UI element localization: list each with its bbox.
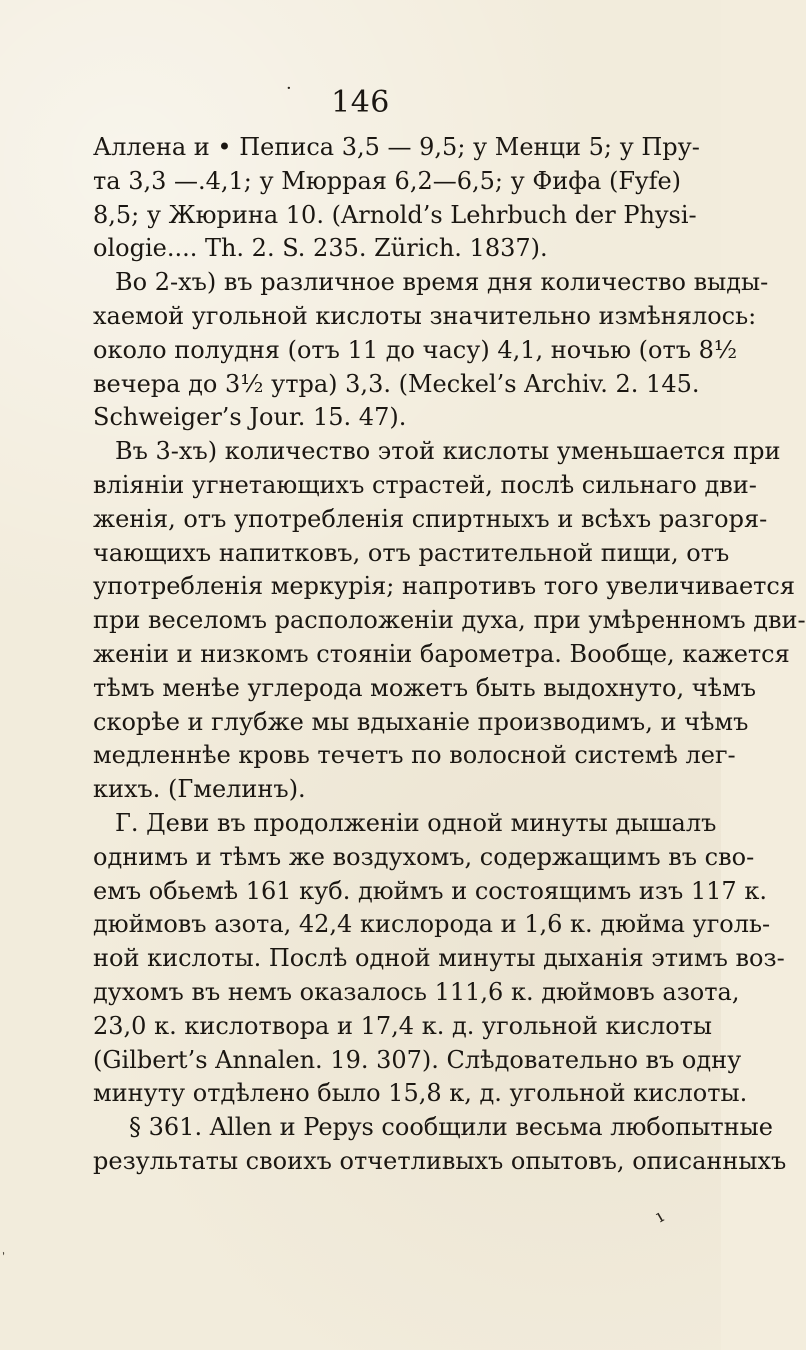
text-line: Аллена и • Пеписа 3,5 — 9,5; у Менци 5; у Пру- xyxy=(93,133,700,161)
body-text xyxy=(93,131,806,1179)
text-line: скорѣе и глубже мы вдыханіе производимъ, и чѣмъ xyxy=(93,707,749,736)
text-line: (Gilbert’s Annalen. 19. 307). Слѣдовательно въ одну xyxy=(93,1045,742,1074)
paper-speck: · xyxy=(286,78,292,99)
paper-speck: ı xyxy=(651,1206,668,1228)
page-number: 146 xyxy=(331,85,390,120)
text-line: дюймовъ азота, 42,4 кислорода и 1,6 к. дюйма уголь- xyxy=(93,910,771,939)
text-line: чающихъ напитковъ, отъ растительной пищи, отъ xyxy=(93,538,730,567)
text-line: емъ обьемѣ 161 куб. дюймъ и состоящимъ изъ 117 к. xyxy=(93,876,767,905)
text-line: употребленія меркурія; напротивъ того увеличивается xyxy=(93,572,795,601)
paragraph-start-line: Г. Деви въ продолженіи одной минуты дышалъ xyxy=(115,808,717,837)
text-line: вліяніи угнетающихъ страстей, послѣ сильнаго дви- xyxy=(93,470,757,499)
text-line: тѣмъ менѣе углерода можетъ быть выдохнуто, чѣмъ xyxy=(93,673,757,702)
text-line: минуту отдѣлено было 15,8 к, д. угольной кислоты. xyxy=(93,1079,748,1108)
paragraph-start-line: Во 2-хъ) въ различное время дня количество выды- xyxy=(115,268,769,297)
paper-speck: ˎ xyxy=(0,1241,15,1257)
text-line: женія, отъ употребленія спиртныхъ и всѣхъ разгоря- xyxy=(93,504,768,533)
text-line: вечера до 3½ утра) 3,3. (Meckel’s Archiv. 2. 145. xyxy=(93,369,700,398)
text-line: женіи и низкомъ стояніи барометра. Вообще, кажется xyxy=(93,639,790,668)
text-line: та 3,3 —.4,1; у Мюррая 6,2—6,5; у Фифа (Fyfe) xyxy=(93,166,682,195)
paragraph-start-line: Въ 3-хъ) количество этой кислоты уменьшается при xyxy=(115,437,781,466)
text-line: ologie.... Th. 2. S. 235. Zürich. 1837). xyxy=(93,234,548,263)
text-line: хаемой угольной кислоты значительно измѣнялось: xyxy=(93,301,757,330)
text-line: 23,0 к. кислотвора и 17,4 к. д. угольной кислоты xyxy=(93,1011,713,1040)
text-line: 8,5; у Жюрина 10. (Arnold’s Lehrbuch der Physi- xyxy=(93,200,697,229)
text-line: около полудня (отъ 11 до часу) 4,1, ночью (отъ 8½ xyxy=(93,335,738,364)
text-line: кихъ. (Гмелинъ). xyxy=(93,775,306,804)
text-line: Schweiger’s Jour. 15. 47). xyxy=(93,403,407,432)
text-line: духомъ въ немъ оказалось 111,6 к. дюймовъ азота, xyxy=(93,977,740,1006)
text-line: однимъ и тѣмъ же воздухомъ, содержащимъ въ сво- xyxy=(93,842,755,871)
text-line: при веселомъ расположеніи духа, при умѣренномъ дви- xyxy=(93,606,806,635)
text-line: ной кислоты. Послѣ одной минуты дыханія этимъ воз- xyxy=(93,944,785,973)
text-line: результаты своихъ отчетливыхъ опытовъ, описанныхъ xyxy=(93,1146,787,1175)
section-start-line: § 361. Allen и Pepys сообщили весьма любопытные xyxy=(129,1113,773,1142)
text-line: медленнѣе кровь течетъ по волосной системѣ лег- xyxy=(93,741,736,770)
